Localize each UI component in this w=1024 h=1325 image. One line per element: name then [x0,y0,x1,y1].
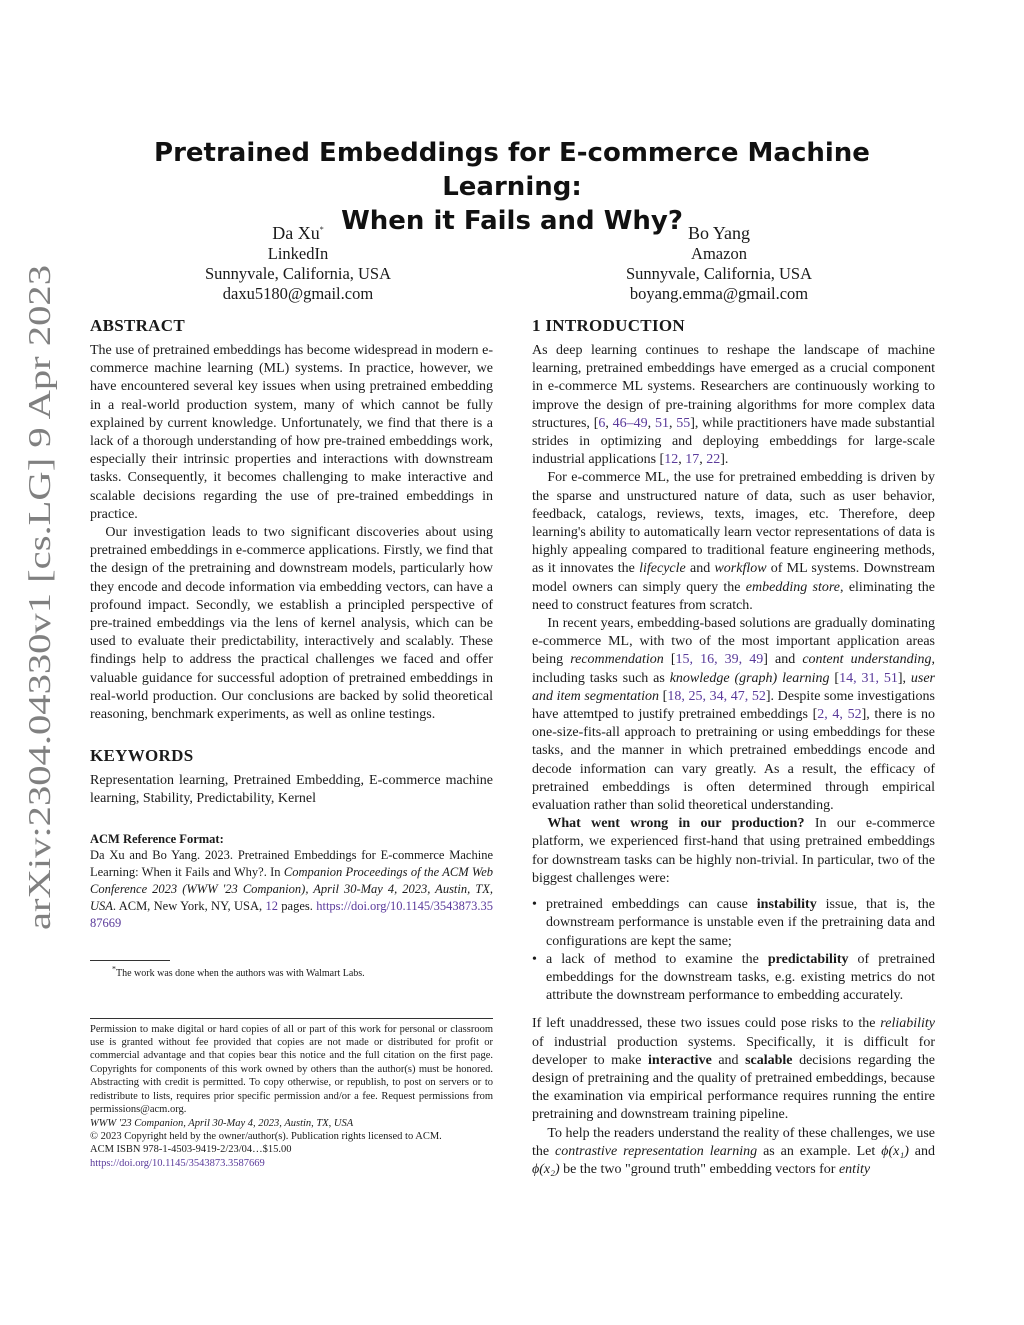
arxiv-id-text: arXiv:2304.04330v1 [cs.LG] 9 Apr 2023 [21,405,57,930]
list-item [532,951,935,1006]
title-line-2: When it Fails and Why? [341,206,683,236]
intro-paragraph-3: In recent years, embedding-based solutions are gradually dominating e-commerce ML, with two of the most important application areas being recommendation [15, 16, 39, 49] and content understanding, including tasks such as knowledge (graph) learning [14, 31, 51], user and item segmentation [18, 25, 34, 47, 52]. Despite some investigations have attemtped to justify pretrained embeddings [2, 4, 52], there is no one-size-fits-all approach to pretraining or using embeddings for these tasks, and the manner in which pretrained embeddings encode and decode information can vary greatly. As a result, the efficacy of pretrained embeddings is often determined through empirical evaluation rather than solid theoretical understanding. [532,616,936,814]
citation-link[interactable]: 51 [654,415,669,431]
arxiv-identifier [4,260,74,940]
text-run: a lack of method to examine the [546,951,768,967]
right-column [532,316,935,1179]
permission-doi-link[interactable]: https://doi.org/10.1145/3543873.3587669 [90,1157,265,1169]
author-name: Bo Yang [687,223,751,243]
citation-link[interactable]: 17 [685,452,700,468]
emphasis: content understanding [802,652,932,668]
intro-paragraph-5 [532,1015,935,1124]
text-run: , including tasks such as [532,652,935,686]
text-run: ], there is no one-size-fits-all approach to pretraining or using embeddings for these tasks, and the manner in which pretrained embeddings encode and decode information can vary greatly. As a result, the efficacy of pretrained embeddings is often determined through empirical evaluation rather than solid theoretical understanding. [532,707,936,814]
citation-link[interactable]: 14, 31, 51 [839,670,898,686]
intro-paragraph-6 [532,1125,935,1180]
text-run: In our e-commerce platform, we experienced first-hand that using pretrained embeddings for downstream tasks can be highly non-trivial. In particular, two of the biggest challenges were: [532,816,936,886]
intro-paragraph-1: As deep learning continues to reshape the landscape of machine learning, pretrained embeddings have emerged as a crucial component in e-commerce ML systems. Researchers are continuously working to improve the design of pre-training algorithms for more complex data structures, [6, 46–49, 51, 55], while practitioners have made substantial strides in optimizing and deploying embeddings for large-scale industrial applications [12, 17, 22]. [532,343,935,468]
acm-ref-venue: Companion Proceedings of the ACM Web Conference 2023 (WWW '23 Companion), April 30-May 4, 2023, Austin, TX, USA [90,864,493,913]
footnote-marker: * [112,964,116,974]
citation-link[interactable]: 18, 25, 34, 47, 52 [667,688,766,704]
bold-term: interactive [648,1052,712,1068]
citation-link[interactable]: 22 [706,452,721,468]
conference-line [90,1117,493,1130]
challenge-list [532,896,935,1005]
math-symbol: ϕ(x₂) [532,1161,560,1177]
conference-text: WWW '23 Companion, April 30-May 4, 2023, Austin, TX, USA [90,1117,354,1129]
keywords-heading: KEYWORDS [90,746,194,766]
bold-term: predictability [767,951,849,967]
author-location: Sunnyvale, California, USA [204,264,392,283]
emphasis: user and item segmentation [532,670,935,704]
author-affiliation: Amazon [691,244,747,263]
footnote-text: The work was done when the authors was with Walmart Labs. [116,967,365,979]
permission-block [90,1023,493,1170]
acm-reference-text [90,847,493,932]
footnote-marker: * [319,225,324,234]
permission-rule [90,1018,493,1019]
keywords-text: Representation learning, Pretrained Embedding, E-commerce machine learning, Stability, Predictability, Kernel [90,773,493,807]
text-run: ], while practitioners have made substantial strides in optimizing and deploying embeddings for large-scale industrial applications [ [532,415,935,468]
author-email[interactable]: daxu5180@gmail.com [222,284,374,303]
citation-link[interactable]: 6 [598,415,606,431]
text-run: . Despite some investigations have attemtped to justify pretrained embeddings [ [532,688,936,723]
emphasis: reliability [880,1016,935,1032]
math-symbol: ϕ(x₁) [881,1143,909,1159]
text-run: If left unaddressed, these two issues could pose risks to the [532,1016,881,1032]
bold-lead: What went wrong in our production? [547,816,805,832]
emphasis: entity [838,1161,871,1177]
text-run: To help the readers understand the reality of these challenges, we use the [532,1125,935,1159]
emphasis: embedding store [745,579,841,595]
abstract-paragraph-1: The use of pretrained embeddings has become widespread in modern e-commerce machine learning (ML) systems. In practice, however, we have encountered several key issues when using pretrained embedding in a real-world production system, many of which cannot be fully explained by current knowledge. Unfortunately, we find that there is a lack of a thorough understanding of how pre-trained embeddings work, especially their intrinsic properties and interactions with downstream tasks. Consequently, it becomes challenging to make interactive and scalable decisions regarding the use of pre-trained embeddings in practice. [90,343,493,522]
abstract-heading: ABSTRACT [90,316,185,335]
text-run: As deep learning continues to reshape the landscape of machine learning, pretrained embeddings have emerged as a crucial component in e-commerce ML systems. Researchers are continuously working to improve the design of pre-training algorithms for more complex data structures, [ [532,343,935,431]
intro-heading: 1 INTRODUCTION [532,316,685,335]
text-run: In recent years, embedding-based solutions are gradually dominating e-commerce ML, with two of the most important application areas being [532,616,935,668]
bold-term: instability [756,897,817,913]
author-affiliation: LinkedIn [267,244,329,263]
citation-link[interactable]: 55 [676,415,691,431]
intro-paragraph-2 [532,469,935,615]
emphasis: lifecycle [639,561,686,577]
author-name [128,222,468,244]
text-run: and [767,652,803,668]
acm-ref-part: . ACM, New York, NY, USA, [112,898,266,913]
text-run: of ML systems. Downstream model owners can simply query the [532,561,935,595]
text-run: and [685,561,715,577]
emphasis: contrastive representation learning [555,1143,758,1159]
citation-link[interactable]: 2, 4, 52 [817,707,862,723]
text-run: as an example. Let [757,1143,882,1159]
citation-link[interactable]: 12 [664,452,679,468]
text-run: decisions regarding the design of pretraining and the quality of pretrained embeddings, because the examination via empirical performance requires running the entire pretraining and downstream training pipeline. [532,1052,935,1123]
acm-ref-part: pages. [277,898,317,913]
text-run: of pretrained embeddings for the downstream tasks, e.g. existing metrics do not attribute the downstream performance to embedding accurately. [546,951,935,1004]
author-block-2 [549,222,889,304]
text-run: pretrained embeddings can cause [546,897,757,913]
bold-term: scalable [745,1052,793,1068]
text-run: For e-commerce ML, the use for pretrained embedding is driven by the sparse and unstructured nature of data, such as user behavior, feedback, catalogs, reviews, texts, images, etc. Therefore, deep learning's ability to automatically learn vector representations of data is highly appealing compared to traditional feature engineering methods, as it innovates the [532,470,935,577]
author-location: Sunnyvale, California, USA [625,264,813,283]
isbn-line: ACM ISBN 978-1-4503-9419-2/23/04…$15.00 [90,1144,292,1156]
author-block-1 [128,222,468,304]
acm-ref-pages-link[interactable]: 12 [265,898,278,913]
acm-ref-doi-link[interactable]: https://doi.org/10.1145/3543873.3587669 [90,898,493,930]
emphasis: workflow [714,561,767,577]
emphasis: recommendation [570,652,664,668]
list-item [532,896,935,951]
footnote-rule [90,960,170,961]
intro-paragraph-4 [532,815,935,888]
text-run: issue, that is, the downstream performance is unstable even if the pretraining data and configurations are kept the same; [546,897,936,949]
text-run: and [711,1052,746,1068]
abstract-paragraph-2: Our investigation leads to two significant discoveries about using pretrained embeddings in e-commerce applications. Firstly, we find that the design of the pretraining and downstream models, particularly how they encode and decode information via embedding vectors, can have a profound impact. Secondly, we establish a principled perspective of pre-trained embeddings via the lens of kernel analysis, which can be used to evaluate their predictability, interactively and scalably. These findings help to address the practical challenges we faced and offer valuable guidance for successful adoption of pretrained embeddings in real-world production. Our conclusions are backed by solid theoretical reasoning, benchmark experiments, as well as online testings. [90,525,493,723]
title-line-1: Pretrained Embeddings for E-commerce Machine Learning: [154,138,870,202]
permission-text: Permission to make digital or hard copies of all or part of this work for personal or classroom use is granted without fee provided that copies are not made or distributed for profit or commercial advantage and that copies bear this notice and the full citation on the first page. Copyrights for components of this work owned by others than the author(s) must be honored. Abstracting with credit is permitted. To copy otherwise, or republish, to post on servers or to redistribute to lists, requires prior specific permission and/or a fee. Request permissions from permissions@acm.org. [90,1023,493,1116]
footnote [90,964,493,980]
left-column [90,316,493,1170]
acm-reference-heading: ACM Reference Format: [90,831,224,846]
text-run: of industrial production systems. Specifically, it is difficult for developer to make [532,1034,935,1068]
citation-link[interactable]: 15, 16, 39, 49 [675,652,764,668]
text-run: , eliminating the need to construct features from scratch. [532,579,935,613]
acm-ref-part: Da Xu and Bo Yang. 2023. Pretrained Embeddings for E-commerce Machine Learning: When it Fails and Why?. In [90,847,493,879]
copyright-line: © 2023 Copyright held by the owner/author(s). Publication rights licensed to ACM. [90,1130,442,1142]
author-email[interactable]: boyang.emma@gmail.com [629,284,809,303]
author-name-text: Da Xu [272,223,320,243]
text-run: be the two "ground truth" embedding vectors for [559,1161,839,1177]
emphasis: knowledge (graph) learning [669,670,830,686]
text-run: and [908,1143,935,1159]
citation-link[interactable]: 46–49 [612,415,648,431]
